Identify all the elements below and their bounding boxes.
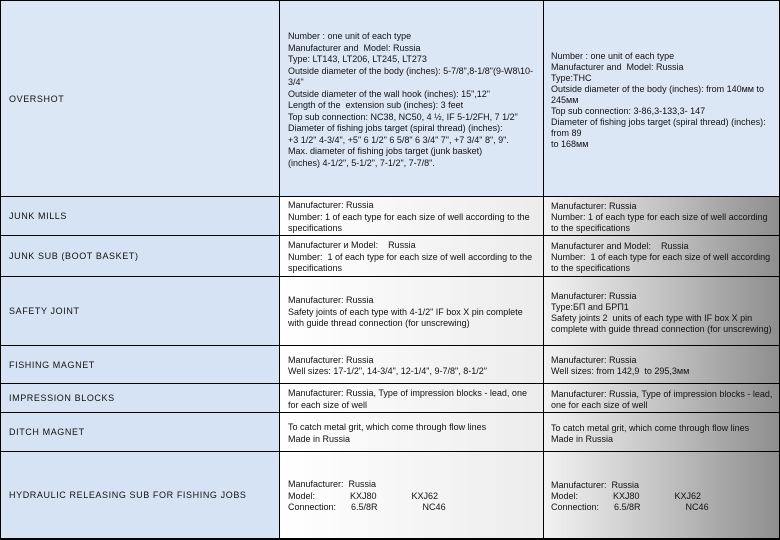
row-label-text: FISHING MAGNET (9, 359, 95, 370)
row-label (1, 452, 279, 538)
table-row (0, 384, 780, 412)
spec-line: Made in Russia (288, 433, 351, 444)
spec-line: Type:БП and БРП1 (551, 301, 629, 312)
row-label-text: IMPRESSION BLOCKS (9, 393, 115, 403)
spec-line: Max. diameter of fishing jobs target (junk basket) (288, 146, 483, 156)
spec-cell-col3 (544, 197, 779, 235)
spec-cell-col2 (280, 197, 543, 235)
row-label (1, 413, 279, 451)
spec-cell-col2 (280, 1, 543, 196)
row-label (1, 197, 279, 235)
spec-line: Manufacturer and Model: Russia (551, 61, 684, 72)
spec-line: Manufacturer: Russia (288, 200, 374, 211)
spec-line: Number : one unit of each type (288, 31, 412, 41)
spec-cell-col2 (280, 452, 543, 538)
spec-line: Connection: 6.5/8R NC46 (551, 502, 709, 512)
spec-line: Number: 1 of each type for each size of well according to the specifications (288, 211, 533, 234)
spec-line: Manufacturer: Russia (551, 355, 637, 365)
table-row (0, 346, 780, 383)
spec-line: Manufacturer: Russia (288, 354, 374, 365)
spec-line: Top sub connection: 3-86,3-133,3- 147 (551, 105, 706, 116)
spec-line: Safety joints of each type with 4-1/2" IF box X pin complete with guide thread connection (for unscrewing) (288, 306, 526, 329)
spec-line: Manufacturer: Russia (551, 290, 637, 301)
row-label-text: DITCH MAGNET (9, 427, 85, 437)
spec-line: Made in Russia (551, 433, 614, 444)
spec-line: Top sub connection: NC38, NC50, 4 ½, IF 5-1/2FH, 7 1/2" (288, 111, 518, 122)
row-label (1, 1, 279, 196)
spec-line: Manufacturer: Russia, Type of impression blocks - lead, one for each size of well (551, 388, 775, 410)
spec-line: Well sizes: 17-1/2", 14-3/4", 12-1/4", 9-7/8", 8-1/2" (288, 366, 487, 376)
spec-line: Well sizes: from 142,9 to 295,3мм (551, 366, 690, 376)
spec-line: Type:ТНС (551, 72, 592, 83)
spec-cell-col2 (280, 277, 543, 345)
spec-line: Manufacturer: Russia (288, 295, 374, 306)
spec-cell-col2 (280, 346, 543, 383)
spec-cell-col3 (544, 277, 779, 345)
spec-line: Manufacturer: Russia, Type of impression blocks - lead, one for each size of well (288, 388, 530, 410)
spec-cell-col2 (280, 384, 543, 412)
spec-cell-col2 (280, 413, 543, 451)
table-row (0, 197, 780, 235)
spec-cell-col3 (544, 413, 779, 451)
row-label (1, 384, 279, 412)
spec-line: Number: 1 of each type for each size of well according to the specifications (551, 212, 771, 233)
spec-line: Manufacturer: Russia (288, 479, 377, 490)
spec-cell-col2 (280, 236, 543, 276)
spec-line: To catch metal grit, which come through flow lines (288, 422, 487, 432)
spec-line: Manufacturer and Model: Russia (288, 42, 421, 53)
spec-line: Model: KXJ80 KXJ62 (288, 490, 439, 501)
spec-line: Safety joints 2 units of each type with IF box X pin complete with guide thread connection (for unscrewing) (551, 312, 772, 334)
spec-line: Number: 1 of each type for each size of well according to the specifications (551, 252, 773, 273)
table-row (0, 277, 780, 345)
spec-line: To catch metal grit, which come through flow lines (551, 422, 750, 433)
table-row (0, 413, 780, 451)
spec-line: Diameter of fishing jobs target (spiral thread) (inches): from 89 (551, 116, 769, 138)
spec-line: Model: KXJ80 KXJ62 (551, 491, 702, 501)
spec-line: Outside diameter of the body (inches): from 140мм to 245мм (551, 83, 767, 105)
row-label (1, 346, 279, 383)
spec-line: Manufacturer: Russia (551, 201, 637, 211)
spec-line: Manufacturer: Russia (551, 480, 640, 490)
table-row (0, 1, 780, 196)
spec-line: Manufacturer и Model: Russia (288, 240, 416, 251)
spec-line: Connection: 6.5/8R NC46 (288, 502, 446, 513)
spec-cell-col3 (544, 1, 779, 196)
spec-line: Outside diameter of the body (inches): 5-7/8",8-1/8"(9-W8\10-3/4" (288, 65, 534, 87)
spec-cell-col3 (544, 452, 779, 538)
row-label-text: OVERSHOT (9, 93, 65, 104)
spec-cell-col3 (544, 346, 779, 383)
table-row (0, 236, 780, 276)
row-label-text: SAFETY JOINT (9, 306, 80, 316)
spec-cell-col3 (544, 236, 779, 276)
row-label-text: HYDRAULIC RELEASING SUB FOR FISHING JOBS (9, 490, 247, 500)
spec-line: Length of the extension sub (inches): 3 feet (288, 100, 464, 110)
table-row (0, 452, 780, 538)
spec-line: Number : one unit of each type (551, 50, 675, 61)
spec-line: (inches) 4-1/2", 5-1/2", 7-1/2", 7-7/8". (288, 157, 435, 168)
spec-cell-col3 (544, 384, 779, 412)
spec-line: Outside diameter of the wall hook (inches): 15",12" (288, 88, 490, 99)
row-label-text: JUNK MILLS (9, 211, 68, 221)
spec-line: Number: 1 of each type for each size of well according to the specifications (288, 251, 535, 274)
spec-line: +3 1/2" 4-3/4", +5" 6 1/2" 6 5/8" 6 3/4" 7", +7 3/4" 8", 9". (288, 134, 509, 145)
spec-line: to 168мм (551, 138, 589, 149)
row-label-text: JUNK SUB (BOOT BASKET) (9, 251, 139, 261)
spec-line: Type: LT143, LT206, LT245, LT273 (288, 54, 427, 64)
row-label (1, 277, 279, 345)
spec-line: Manufacturer and Model: Russia (551, 241, 689, 251)
spec-line: Diameter of fishing jobs target (spiral thread) (inches): (288, 123, 503, 133)
row-label (1, 236, 279, 276)
